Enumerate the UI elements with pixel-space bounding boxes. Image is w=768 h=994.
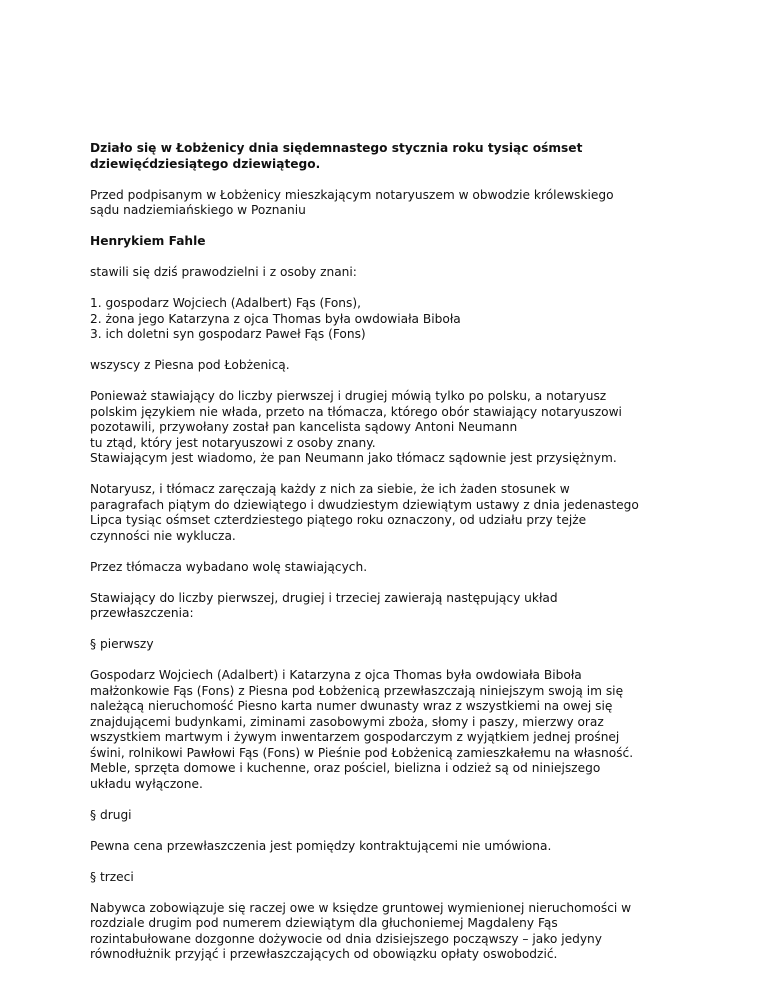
will-paragraph: Przez tłómacza wybadano wolę stawiających. — [90, 559, 368, 574]
section-heading-first: § pierwszy — [90, 637, 154, 651]
section-heading-third: § trzeci — [90, 869, 134, 884]
section-first-paragraph: Gospodarz Wojciech (Adalbert) i Katarzyna z ojca Thomas była owdowiała Biboła małżonkowie Fąs (Fons) z Piesna pod Łobżenicą przewłaszczają niniejszym swoją im się należącą nieruchomość Piesno karta numer dwunasty wraz z wszystkiemi na owej się znajdującemi budynkami, ziminami zasobowymi zboża, słomy i paszy, mierzwy oraz wszystkiem martwym i żywym inwentarzem gospodarczym z wyjątkiem jednej prośnej świni, rolnikowi Pawłowi Fąs (Fons) w Pieśnie pod Łobżenicą zamieszkałemu na własność. Meble, sprzęta domowe i kuchenne, oraz pościel, bielizna i odzież są od niniejszego układu wyłączone. — [90, 668, 634, 791]
agreement-intro-paragraph: Stawiający do liczby pierwszej, drugiej i trzeciej zawierają następujący układ przewłaszczenia: — [90, 590, 558, 620]
section-heading-second: § drugi — [90, 807, 132, 822]
document-body — [90, 141, 730, 978]
parties-list: 1. gospodarz Wojciech (Adalbert) Fąs (Fons), 2. żona jego Katarzyna z ojca Thomas była owdowiała Biboła 3. ich doletni syn gospodarz Paweł Fąs (Fons) — [90, 296, 461, 341]
section-third-paragraph: Nabywca zobowiązuje się raczej owe w księdze gruntowej wymienionej nieruchomości w rozdziale drugim pod numerem dziewiątym dla głuchoniemej Magdaleny Fąs rozintabułowane dozgonne dożywocie od dnia dzisiejszego począwszy – jako jedyny równodłużnik przyjąć i przewłaszczających od obowiązku opłaty oswobodzić. — [90, 900, 632, 961]
section-second-paragraph: Pewna cena przewłaszczenia jest pomiędzy kontraktującemi nie umówiona. — [90, 838, 552, 853]
heading-paragraph: Działo się w Łobżenicy dnia siędemnastego stycznia roku tysiąc ośmset dziewięćdziesiątego dziewiątego. — [90, 141, 583, 171]
translator-paragraph: Ponieważ stawiający do liczby pierwszej i drugiej mówią tylko po polsku, a notaryusz polskim językiem nie włada, przeto na tłómacza, którego obór stawiający notaryuszowi pozotawili, przywołany został pan kancelista sądowy Antoni Neumann tu ztąd, który jest notaryuszowi z osoby znany. Stawiającym jest wiadomo, że pan Neumann jako tłómacz sądownie jest przysiężnym. — [90, 389, 622, 465]
residence-paragraph: wszyscy z Piesna pod Łobżenicą. — [90, 358, 290, 372]
notary-name: Henrykiem Fahle — [90, 234, 206, 248]
assurance-paragraph: Notaryusz, i tłómacz zaręczają każdy z nich za siebie, że ich żaden stosunek w paragrafach piątym do dziewiątego i dwudziestym dziewiątym ustawy z dnia jedenastego Lipca tysiąc ośmset czterdziestego piątego roku oznaczony, od udziału przy tejże czynności nie wyklucza. — [90, 482, 639, 543]
intro-paragraph: Przed podpisanym w Łobżenicy mieszkającym notaryuszem w obwodzie królewskiego sądu nadziemiańskiego w Poznaniu — [90, 187, 614, 217]
appearance-paragraph: stawili się dziś prawodzielni i z osoby znani: — [90, 265, 357, 279]
